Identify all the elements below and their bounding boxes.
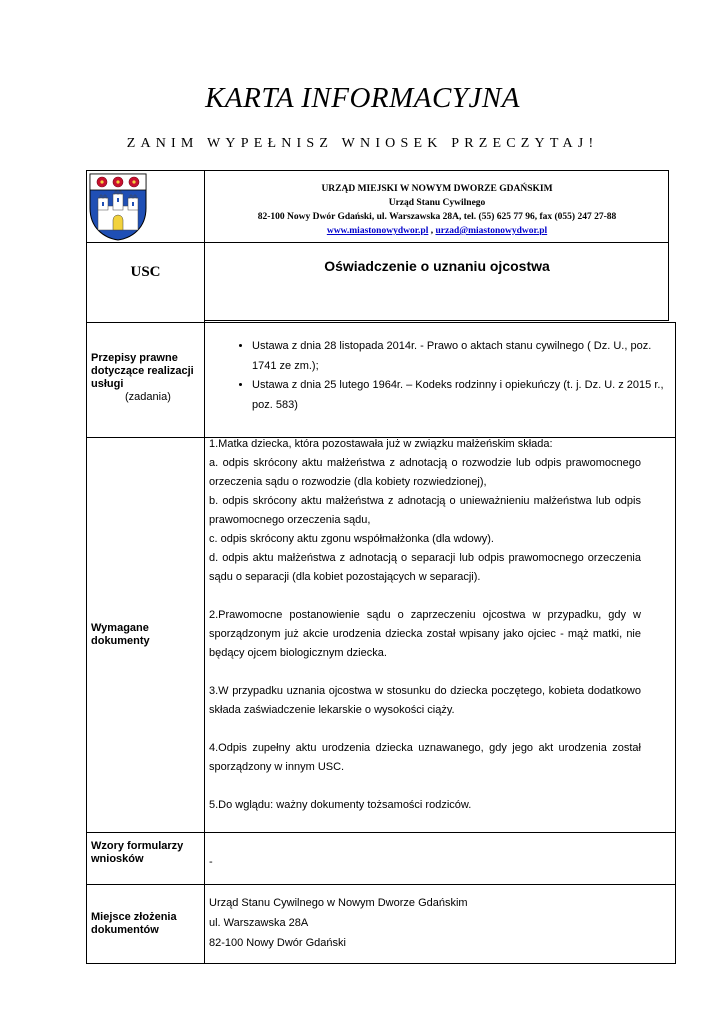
table-border-bottom — [86, 963, 676, 964]
office-header — [205, 182, 669, 238]
document-item-2: 2.Prawomocne postanowienie sądu o zaprzeczeniu ojcostwa w przypadku, gdy w sporządzonym już akcie urodzenia dziecka został wpisany jako ojciec - mąż matki, nie będący ojcem biologicznym dziecka. — [209, 609, 641, 659]
table-divider — [205, 320, 669, 321]
office-address: 82-100 Nowy Dwór Gdański, ul. Warszawska 28A, tel. (55) 625 77 96, fax (055) 247 27-88 — [257, 212, 617, 222]
website-link[interactable]: www.miastonowydwor.pl — [326, 226, 429, 236]
document-title: KARTA INFORMACYJNA — [205, 82, 520, 114]
usc-label: USC — [130, 264, 161, 280]
document-line: d. odpis aktu małżeństwa z adnotacją o separacji lub odpis prawomocnego orzeczenia sądu o separacji (dla kobiet pozostających w separacji). — [209, 552, 641, 583]
table-border-top — [86, 170, 669, 171]
office-name: URZĄD MIEJSKI W NOWYM DWORZE GDAŃSKIM — [321, 184, 553, 194]
table-divider — [86, 242, 669, 243]
table-divider — [86, 884, 676, 885]
laws-label-note: (zadania) — [125, 391, 171, 403]
document-line: c. odpis skrócony aktu zgonu współmałżonka (dla wdowy). — [209, 533, 494, 545]
email-link[interactable]: urzad@miastonowydwor.pl — [435, 226, 548, 236]
laws-label — [91, 352, 201, 404]
place-line: ul. Warszawska 28A — [209, 917, 309, 929]
place-line: Urząd Stanu Cywilnego w Nowym Dworze Gdańskim — [209, 897, 468, 909]
contact-links — [205, 224, 669, 238]
document-line: b. odpis skrócony aktu małżeństwa z adnotacją o unieważnieniu małżeństwa lub odpis prawomocnego orzeczenia sądu, — [209, 495, 641, 526]
document-item-3: 3.W przypadku uznania ojcostwa w stosunku do dziecka poczętego, kobieta dodatkowo składa zaświadczenie lekarskie o wysokości ciąży. — [209, 685, 641, 716]
table-column-divider — [204, 170, 205, 964]
table-border-right — [675, 322, 676, 964]
table-divider — [86, 322, 676, 323]
document-item-5: 5.Do wglądu: ważny dokumenty tożsamości rodziców. — [209, 799, 472, 811]
document-item-4: 4.Odpis zupełny aktu urodzenia dziecka uznawanego, gdy jego akt urodzenia został sporządzony w innym USC. — [209, 742, 641, 773]
service-title: Oświadczenie o uznaniu ojcostwa — [324, 258, 550, 274]
laws-label-text: Przepisy prawne dotyczące realizacji usługi — [91, 352, 194, 390]
forms-label: Wzory formularzy wniosków — [91, 840, 184, 865]
document-subtitle: ZANIM WYPEŁNISZ WNIOSEK PRZECZYTAJ! — [126, 136, 599, 151]
document-line: 1.Matka dziecka, która pozostawała już w związku małżeńskim składa: — [209, 438, 553, 450]
department-name: Urząd Stanu Cywilnego — [388, 198, 486, 208]
link-separator: , — [428, 226, 436, 236]
place-line: 82-100 Nowy Dwór Gdański — [209, 937, 346, 949]
laws-list — [212, 337, 667, 415]
forms-value: - — [209, 856, 213, 868]
place-label: Miejsce złożenia dokumentów — [91, 911, 177, 936]
place-address — [209, 893, 468, 953]
law-item: • Ustawa z dnia 28 listopada 2014r. - Prawo o aktach stanu cywilnego ( Dz. U., poz. 1741 ze zm.); — [252, 337, 667, 376]
law-item: • Ustawa z dnia 25 lutego 1964r. – Kodeks rodzinny i opiekuńczy (t. j. Dz. U. z 2015 r., poz. 583) — [252, 376, 667, 415]
city-crest-logo — [88, 172, 148, 242]
documents-content — [209, 435, 641, 815]
table-divider — [86, 832, 676, 833]
table-border-left — [86, 170, 87, 964]
document-line: a. odpis skrócony aktu małżeństwa z adnotacją o rozwodzie lub odpis prawomocnego orzeczenia sądu o rozwodzie (dla kobiety rozwiedzionej), — [209, 457, 641, 488]
documents-label: Wymagane dokumenty — [91, 622, 150, 647]
